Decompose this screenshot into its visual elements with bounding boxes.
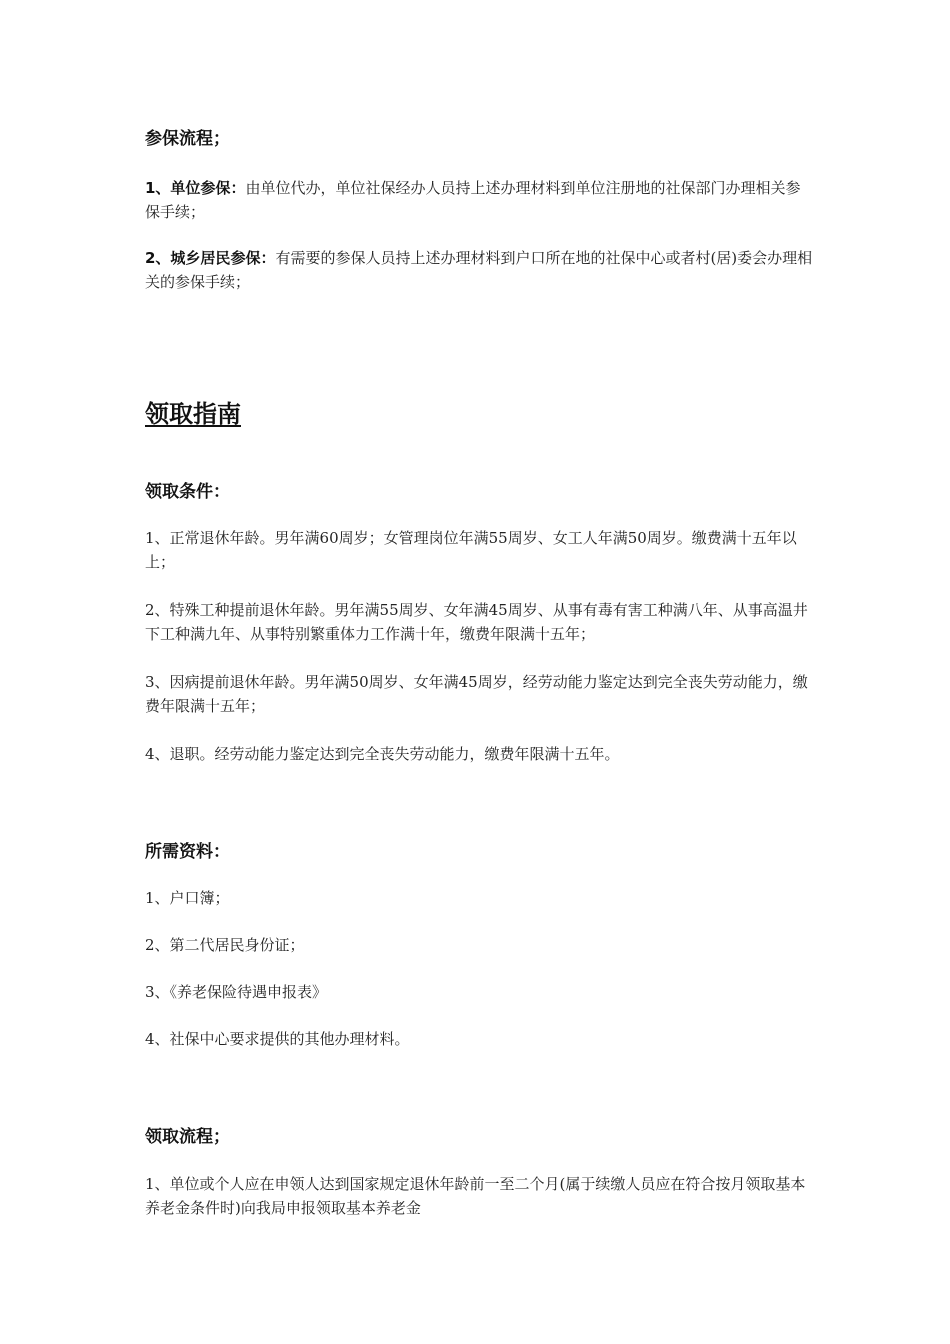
guide-title: 领取指南: [145, 400, 241, 428]
insure-process-heading: 参保流程；: [145, 129, 230, 149]
insure-process-item-1: [145, 176, 815, 224]
condition-item-1: 1、正常退休年龄。男年满60周岁；女管理岗位年满55周岁、女工人年满50周岁。缴费满十五年以上；: [145, 529, 797, 571]
claim-process-heading: 领取流程；: [145, 1127, 230, 1147]
condition-item-4: 4、退职。经劳动能力鉴定达到完全丧失劳动能力，缴费年限满十五年。: [145, 745, 620, 763]
material-item-4: 4、社保中心要求提供的其他办理材料。: [145, 1030, 410, 1048]
condition-item-2: 2、特殊工种提前退休年龄。男年满55周岁、女年满45周岁、从事有毒有害工种满八年、从事高温井下工种满九年、从事特别繁重体力工作满十年，缴费年限满十五年；: [145, 601, 808, 643]
conditions-heading: 领取条件：: [145, 482, 230, 502]
condition-item-3: 3、因病提前退休年龄。男年满50周岁、女年满45周岁，经劳动能力鉴定达到完全丧失劳动能力，缴费年限满十五年；: [145, 673, 808, 715]
claim-process-item-1: 1、单位或个人应在申领人达到国家规定退休年龄前一至二个月(属于续缴人员应在符合按月领取基本养老金条件时)向我局申报领取基本养老金: [145, 1175, 806, 1217]
item-label: 2、城乡居民参保：: [145, 249, 276, 267]
insure-process-item-2: [145, 246, 815, 294]
material-item-3: 3、《养老保险待遇申报表》: [145, 983, 328, 1001]
material-item-1: 1、户口簿；: [145, 889, 230, 907]
material-item-2: 2、第二代居民身份证；: [145, 936, 305, 954]
item-label: 1、单位参保：: [145, 179, 246, 197]
item-text: 有需要的参保人员持上述办理材料到户口所在地的社保中心或者村(居)委会办理相关的参保手续；: [145, 249, 813, 291]
materials-heading: 所需资料：: [145, 842, 230, 862]
item-text: 由单位代办，单位社保经办人员持上述办理材料到单位注册地的社保部门办理相关参保手续；: [145, 179, 801, 221]
